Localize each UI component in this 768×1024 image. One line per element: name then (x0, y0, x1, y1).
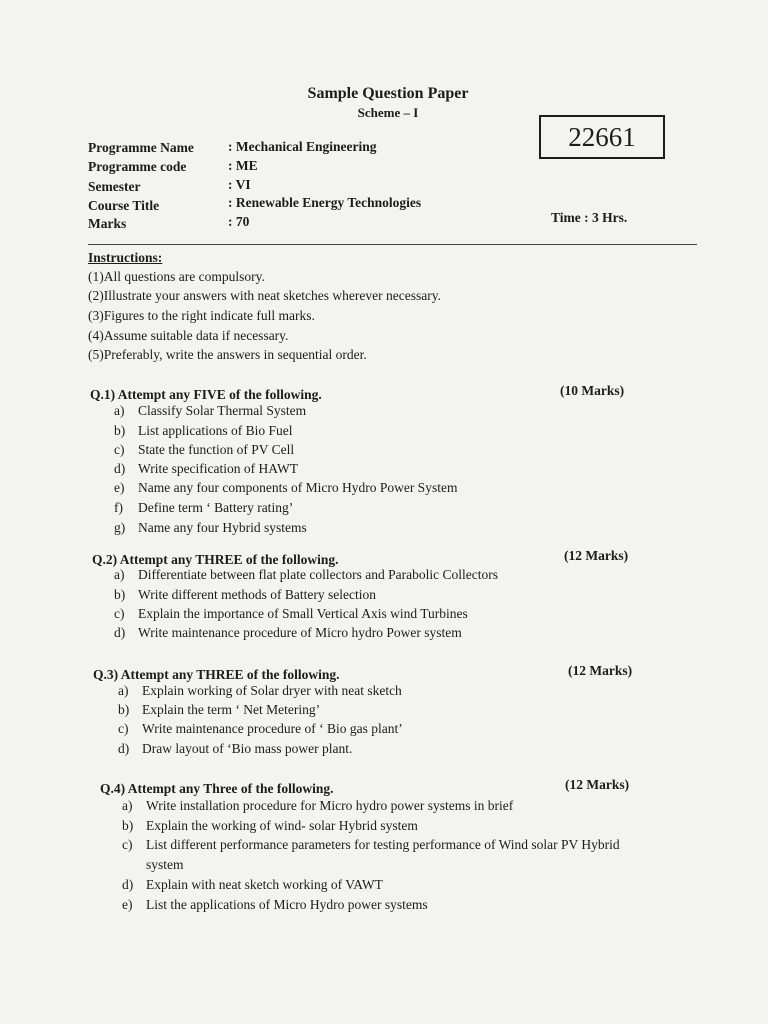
item-text: Explain the working of wind- solar Hybrid system (146, 818, 418, 833)
marks-label: Marks (88, 216, 127, 231)
question-item (122, 798, 513, 814)
instruction-item: (1)All questions are compulsory. (88, 269, 265, 284)
q4-heading: Q.4) Attempt any Three of the following. (100, 781, 334, 796)
question-item (114, 480, 457, 496)
item-letter: g) (114, 520, 126, 535)
question-item (122, 837, 620, 853)
item-letter: b) (118, 702, 130, 717)
q2-marks: (12 Marks) (564, 548, 629, 563)
item-text: Write different methods of Battery selection (138, 587, 377, 602)
item-letter: a) (114, 403, 125, 418)
course-title-label: Course Title (88, 198, 160, 213)
programme-code-label: Programme code (88, 159, 187, 174)
instruction-item: (5)Preferably, write the answers in sequential order. (88, 347, 367, 362)
item-letter: c) (122, 837, 133, 852)
item-letter: c) (114, 442, 125, 457)
item-letter: b) (114, 587, 126, 602)
semester-value: : VI (228, 177, 251, 192)
item-text: Differentiate between flat plate collectors and Parabolic Collectors (138, 567, 498, 582)
item-text: List applications of Bio Fuel (138, 423, 293, 438)
item-letter: d) (122, 877, 134, 892)
question-item (114, 423, 293, 439)
q1-marks: (10 Marks) (560, 383, 625, 398)
programme-code-value: : ME (228, 158, 258, 173)
q4-marks: (12 Marks) (565, 777, 630, 792)
question-item (118, 721, 403, 737)
item-text: Write specification of HAWT (138, 461, 298, 476)
item-letter: b) (114, 423, 126, 438)
q3-heading: Q.3) Attempt any THREE of the following. (93, 667, 340, 682)
course-code-box: 22661 (539, 115, 665, 159)
item-text: List different performance parameters for testing performance of Wind solar PV Hybrid (146, 837, 620, 852)
q1-heading: Q.1) Attempt any FIVE of the following. (90, 387, 322, 402)
item-letter: a) (122, 798, 133, 813)
paper-title: Sample Question Paper (307, 85, 469, 102)
item-text: Explain working of Solar dryer with neat sketch (142, 683, 402, 698)
item-text: State the function of PV Cell (138, 442, 295, 457)
header-divider (88, 244, 697, 245)
item-text: Name any four components of Micro Hydro Power System (138, 480, 458, 495)
question-item (114, 500, 293, 516)
question-item (114, 606, 468, 622)
item-letter: a) (114, 567, 125, 582)
item-letter: d) (114, 625, 126, 640)
item-letter: a) (118, 683, 129, 698)
question-item (114, 587, 376, 603)
item-text: Explain with neat sketch working of VAWT (146, 877, 383, 892)
q2-heading: Q.2) Attempt any THREE of the following. (92, 552, 339, 567)
semester-label: Semester (88, 179, 141, 194)
instruction-item: (2)Illustrate your answers with neat sketches wherever necessary. (88, 288, 441, 303)
item-letter: d) (114, 461, 126, 476)
question-item (114, 520, 307, 536)
item-text: Name any four Hybrid systems (138, 520, 307, 535)
item-letter: c) (118, 721, 129, 736)
exam-time: Time : 3 Hrs. (551, 210, 628, 225)
item-letter: e) (114, 480, 125, 495)
course-title-value: : Renewable Energy Technologies (228, 195, 422, 210)
item-letter: f) (114, 500, 123, 515)
item-letter: b) (122, 818, 134, 833)
instruction-item: (3)Figures to the right indicate full marks. (88, 308, 315, 323)
question-item (118, 702, 320, 718)
programme-name-value: : Mechanical Engineering (228, 139, 377, 154)
question-item (114, 442, 294, 458)
item-text: system (146, 857, 184, 872)
item-letter: e) (122, 897, 133, 912)
question-item (114, 567, 498, 583)
item-text: Write maintenance procedure of Micro hydro Power system (138, 625, 462, 640)
instructions-heading: Instructions: (88, 250, 163, 265)
question-item (122, 877, 383, 893)
question-item (114, 625, 462, 641)
item-letter: c) (114, 606, 125, 621)
item-text: Write maintenance procedure of ‘ Bio gas plant’ (142, 721, 403, 736)
question-item (118, 741, 352, 757)
item-letter: d) (118, 741, 130, 756)
question-item (122, 818, 418, 834)
item-text: Define term ‘ Battery rating’ (138, 500, 294, 515)
question-item (118, 683, 402, 699)
question-item (114, 403, 306, 419)
question-item (122, 857, 184, 873)
programme-name-label: Programme Name (88, 140, 194, 155)
item-text: Classify Solar Thermal System (138, 403, 307, 418)
item-text: Explain the importance of Small Vertical Axis wind Turbines (138, 606, 468, 621)
question-item (122, 897, 428, 913)
q3-marks: (12 Marks) (568, 663, 633, 678)
instruction-item: (4)Assume suitable data if necessary. (88, 328, 289, 343)
item-text: Draw layout of ‘Bio mass power plant. (142, 741, 353, 756)
question-item (114, 461, 298, 477)
paper-scheme: Scheme – I (357, 105, 419, 120)
item-text: Write installation procedure for Micro hydro power systems in brief (146, 798, 514, 813)
item-text: List the applications of Micro Hydro power systems (146, 897, 428, 912)
item-text: Explain the term ‘ Net Metering’ (142, 702, 321, 717)
marks-value: : 70 (228, 214, 250, 229)
